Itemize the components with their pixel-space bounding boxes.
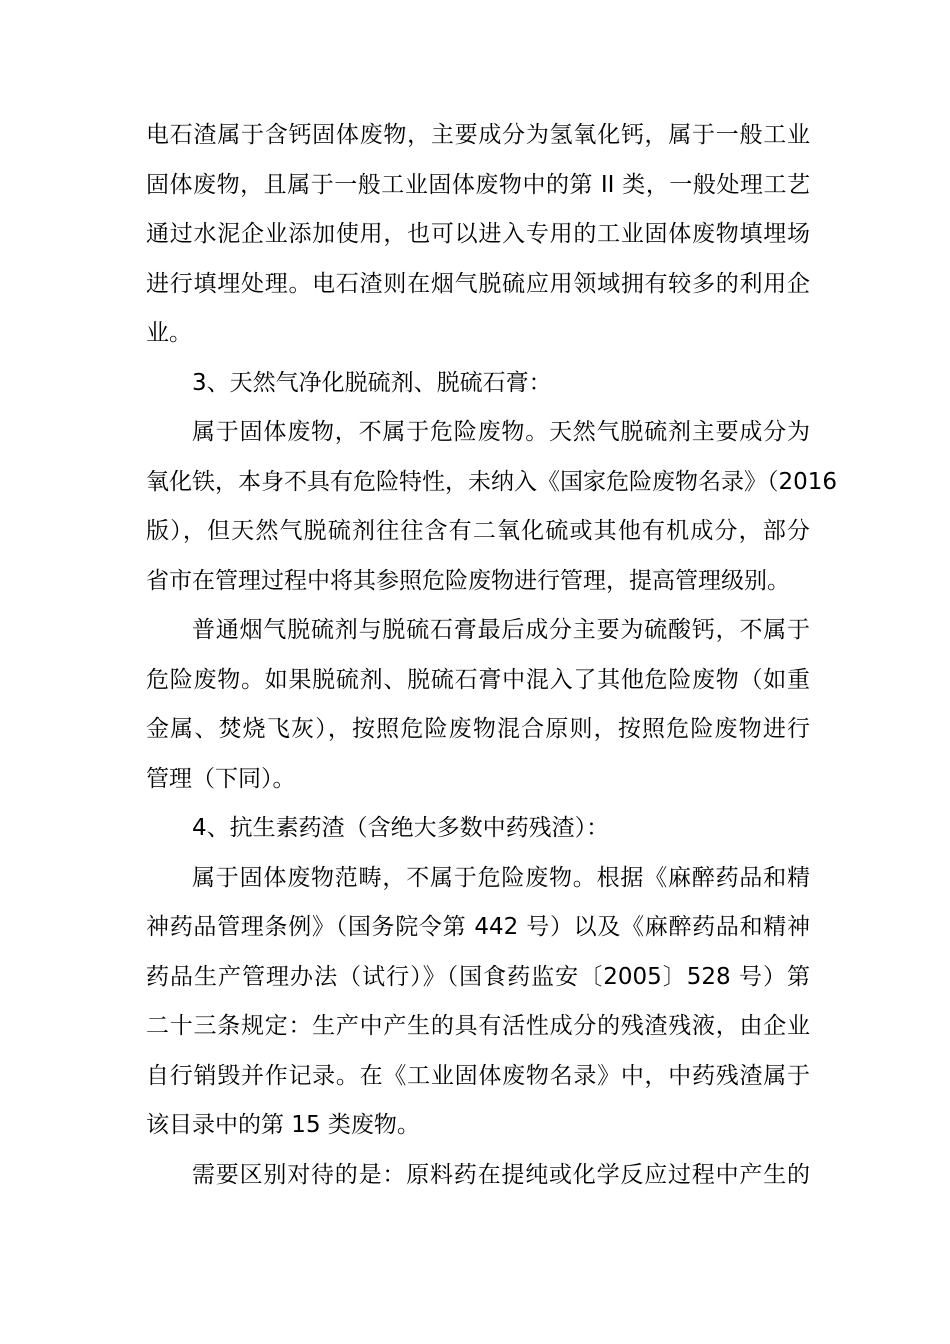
paragraph-antibiotic-line-1: 属于固体废物范畴，不属于危险废物。根据《麻醉药品和精 <box>192 864 810 891</box>
paragraph-antibiotic-line-3: 药品生产管理办法（试行）》（国食药监安〔2005〕528 号）第 <box>146 963 810 990</box>
paragraph-gypsum-line-1: 普通烟气脱硫剂与脱硫石膏最后成分主要为硫酸钙，不属于 <box>192 617 810 643</box>
paragraph-antibiotic-line-2: 神药品管理条例》（国务院令第 442 号）以及《麻醉药品和精神 <box>146 914 810 940</box>
paragraph-desulfurizer-line-4: 省市在管理过程中将其参照危险废物进行管理，提高管理级别。 <box>146 567 790 594</box>
paragraph-desulfurizer-line-3: 版），但天然气脱硫剂往往含有二氧化硫或其他有机成分，部分 <box>146 518 810 544</box>
paragraph-carbide-slag-line-3: 通过水泥企业添加使用，也可以进入专用的工业固体废物填埋场 <box>146 221 810 247</box>
document-body <box>146 111 838 1200</box>
paragraph-carbide-slag-line-1: 电石渣属于含钙固体废物，主要成分为氢氧化钙，属于一般工业 <box>146 122 810 148</box>
paragraph-carbide-slag-line-4: 进行填埋处理。电石渣则在烟气脱硫应用领域拥有较多的利用企 <box>146 270 810 297</box>
paragraph-gypsum-line-3: 金属、焚烧飞灰），按照危险废物混合原则，按照危险废物进行 <box>146 716 810 742</box>
paragraph-carbide-slag-line-2: 固体废物，且属于一般工业固体废物中的第 II 类，一般处理工艺 <box>146 171 810 198</box>
paragraph-gypsum-line-2: 危险废物。如果脱硫剂、脱硫石膏中混入了其他危险废物（如重 <box>146 666 810 693</box>
paragraph-antibiotic-line-4: 二十三条规定：生产中产生的具有活性成分的残渣残液，由企业 <box>146 1013 810 1039</box>
paragraph-desulfurizer-line-2: 氧化铁，本身不具有危险特性，未纳入《国家危险废物名录》（2016 <box>146 468 838 495</box>
section-heading-3: 3、天然气净化脱硫剂、脱硫石膏： <box>192 369 552 396</box>
paragraph-antibiotic-line-5: 自行销毁并作记录。在《工业固体废物名录》中，中药残渣属于 <box>146 1062 810 1089</box>
paragraph-distinction-line-1: 需要区别对待的是：原料药在提纯或化学反应过程中产生的 <box>192 1161 810 1188</box>
section-heading-4: 4、抗生素药渣（含绝大多数中药残渣）： <box>192 815 610 841</box>
paragraph-desulfurizer-line-1: 属于固体废物，不属于危险废物。天然气脱硫剂主要成分为 <box>192 419 810 445</box>
paragraph-antibiotic-line-6: 该目录中的第 15 类废物。 <box>146 1112 420 1138</box>
paragraph-gypsum-line-4: 管理（下同）。 <box>146 765 296 792</box>
paragraph-carbide-slag-line-5: 业。 <box>146 320 192 346</box>
